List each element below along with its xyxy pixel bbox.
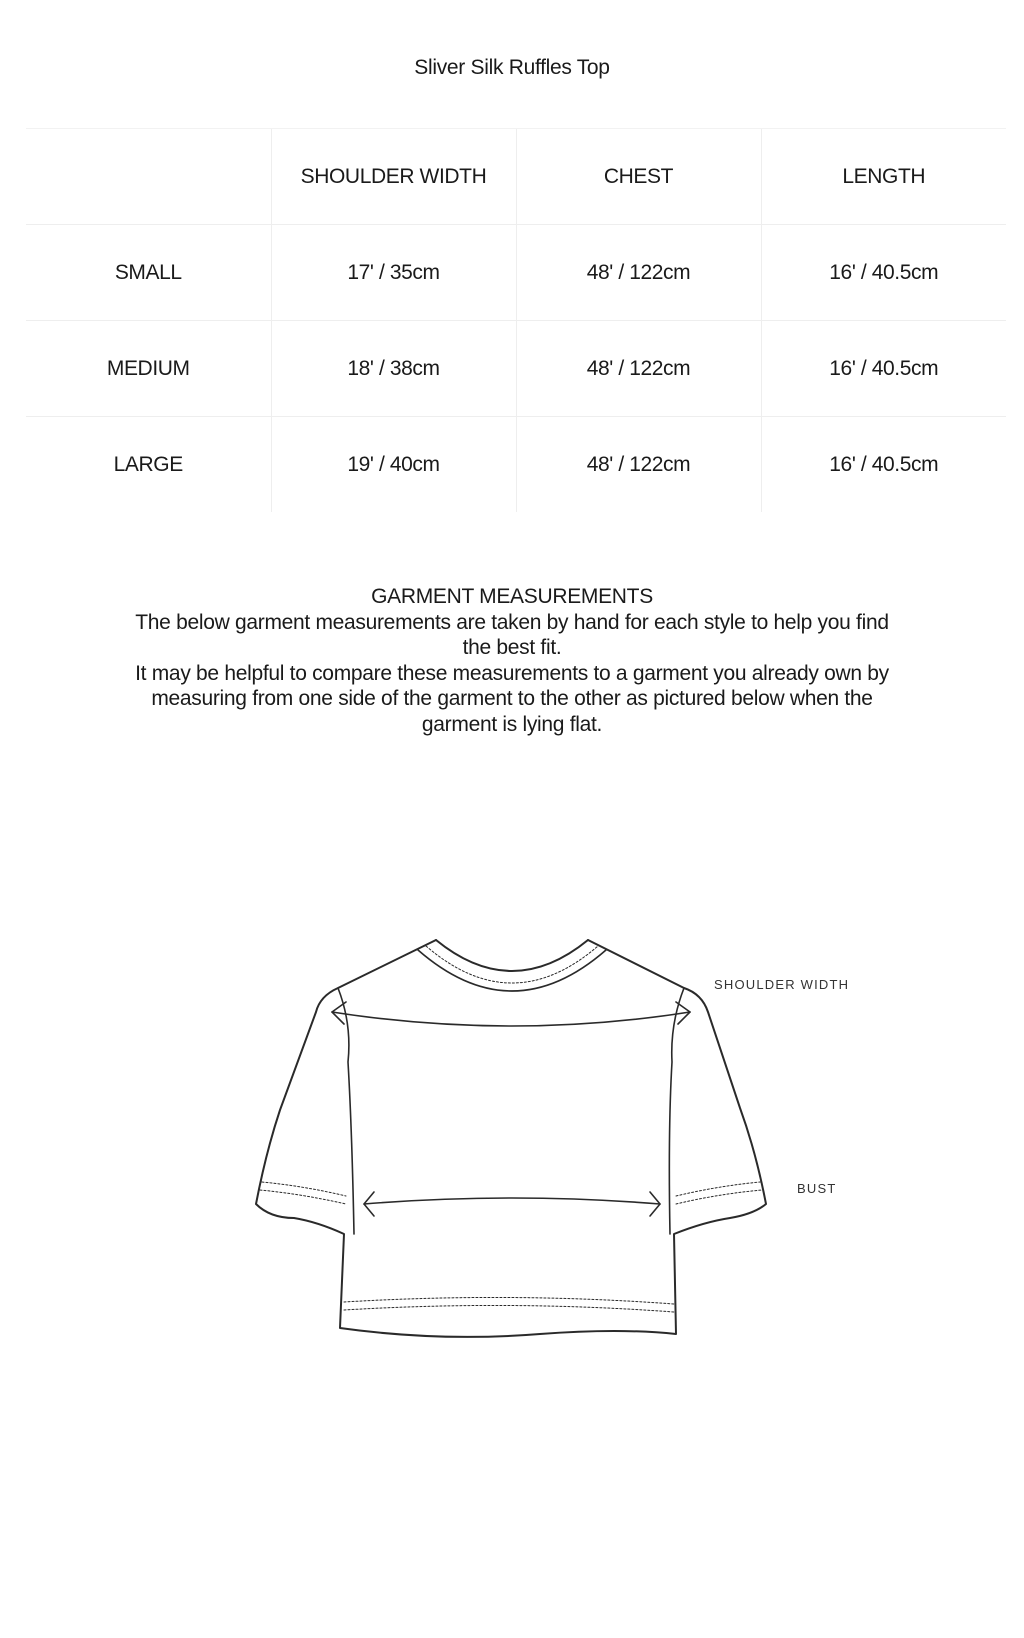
info-heading: GARMENT MEASUREMENTS [371, 585, 653, 608]
shoulder-value: 18' / 38cm [271, 321, 516, 417]
length-value: 16' / 40.5cm [761, 321, 1006, 417]
neckline [436, 940, 588, 971]
right-armhole-seam [669, 988, 684, 1234]
table-row [26, 417, 1006, 513]
length-value: 16' / 40.5cm [761, 225, 1006, 321]
size-label: LARGE [26, 417, 271, 513]
right-sleeve-hem-2 [676, 1190, 762, 1204]
shoulder-value: 17' / 35cm [271, 225, 516, 321]
right-sleeve-hem [676, 1182, 760, 1196]
info-paragraph-2: It may be helpful to compare these measurements to a garment you already own by measuring from one side of the garment to the other as pictured below when the garment is lying flat. [135, 661, 889, 736]
table-row [26, 225, 1006, 321]
table-row [26, 321, 1006, 417]
header-cell-length: LENGTH [761, 129, 1006, 225]
length-value: 16' / 40.5cm [761, 417, 1006, 513]
left-armhole-seam [338, 988, 354, 1234]
t-shirt-flat-sketch-icon [220, 930, 860, 1370]
size-label: SMALL [26, 225, 271, 321]
header-cell-shoulder-width: SHOULDER WIDTH [271, 129, 516, 225]
left-sleeve-hem-2 [260, 1190, 346, 1204]
chest-value: 48' / 122cm [516, 321, 761, 417]
body-outline [256, 940, 766, 1337]
header-cell-empty [26, 129, 271, 225]
page-title: Sliver Silk Ruffles Top [414, 56, 610, 79]
bust-label: BUST [797, 1181, 837, 1196]
chest-value: 48' / 122cm [516, 225, 761, 321]
info-paragraph-1: The below garment measurements are taken by hand for each style to help you find the best fit. [135, 610, 889, 659]
body-hem-stitch [344, 1297, 674, 1304]
shoulder-measure-line [332, 1012, 690, 1026]
shoulder-value: 19' / 40cm [271, 417, 516, 513]
shoulder-width-label: SHOULDER WIDTH [714, 977, 850, 992]
chest-value: 48' / 122cm [516, 417, 761, 513]
table-header-row [26, 129, 1006, 225]
body-hem-stitch-2 [344, 1305, 674, 1312]
size-label: MEDIUM [26, 321, 271, 417]
bust-measure-line [364, 1198, 660, 1204]
size-chart-table [26, 128, 1006, 512]
left-sleeve-hem [262, 1182, 346, 1196]
garment-measurements-info [130, 584, 894, 737]
header-cell-chest: CHEST [516, 129, 761, 225]
